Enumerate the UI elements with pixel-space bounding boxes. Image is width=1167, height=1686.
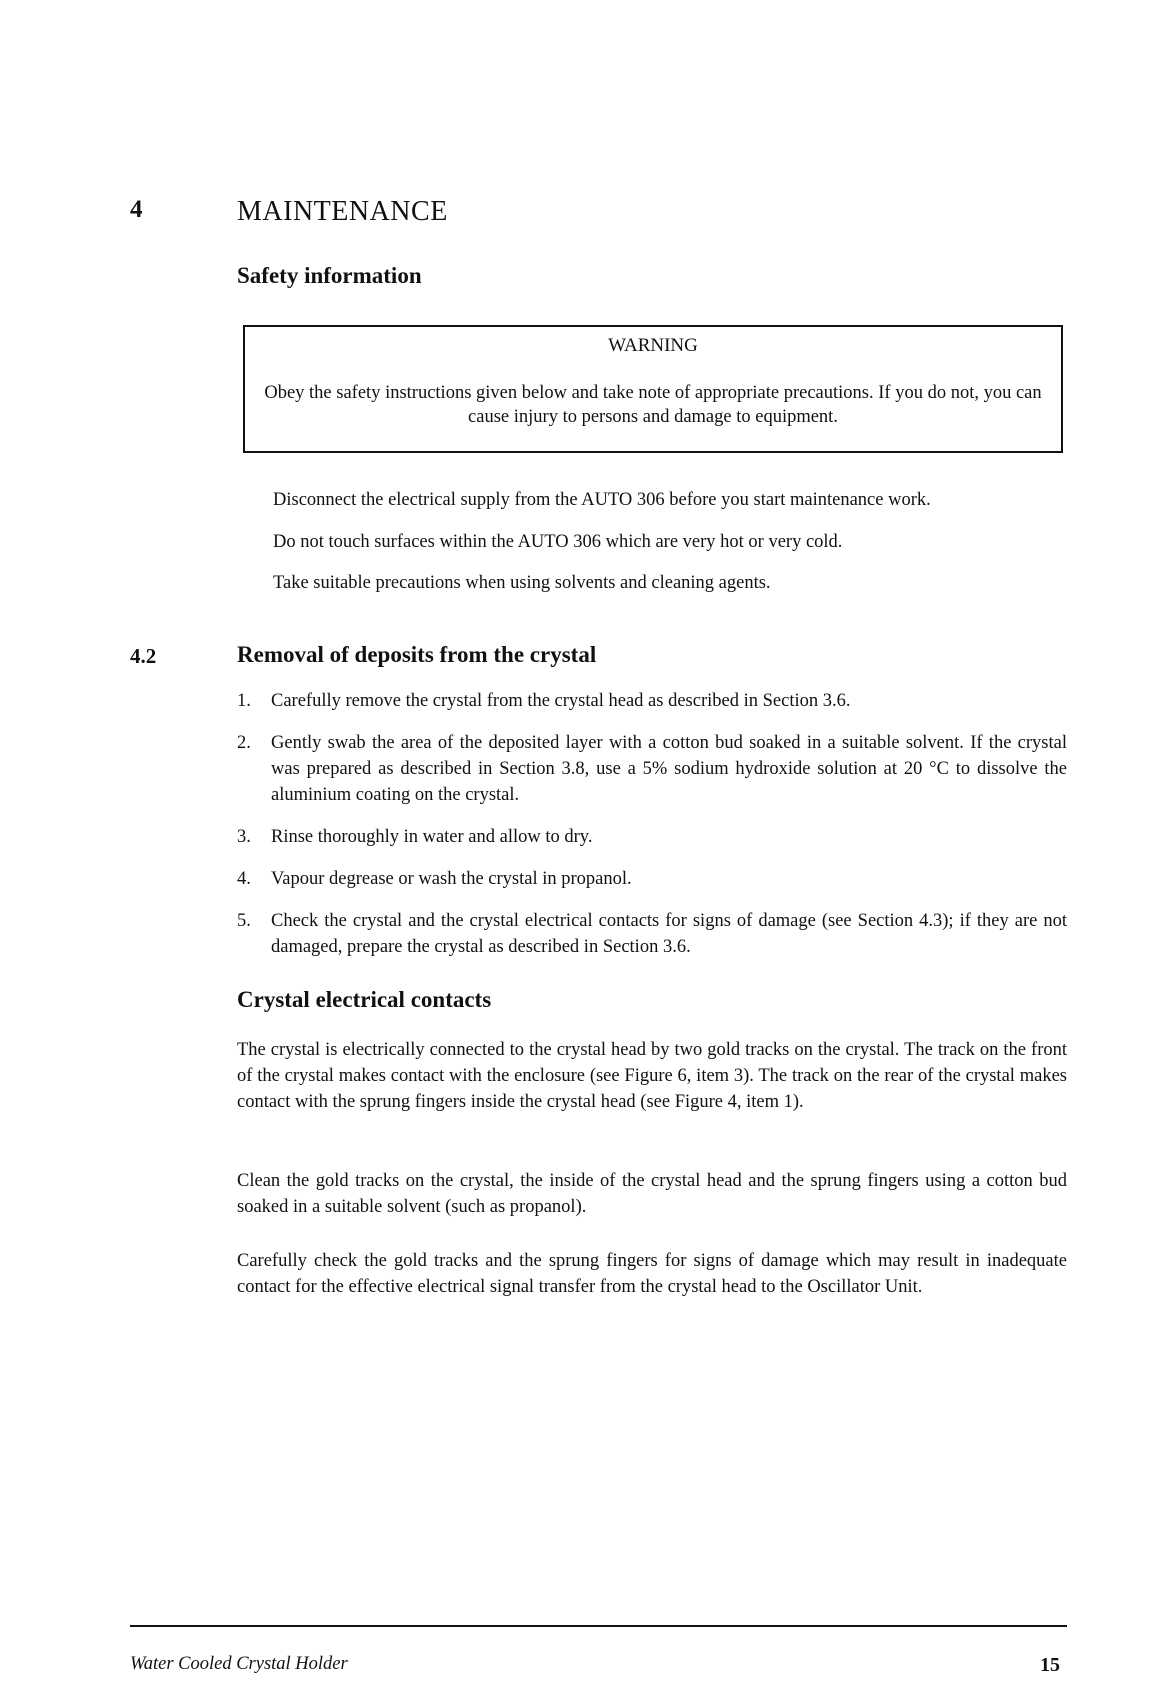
contacts-heading: Crystal electrical contacts <box>237 987 492 1012</box>
step-text: Check the crystal and the crystal electrical contacts for signs of damage (see Section 4.3); if they are not damaged, prepare the crystal as described in Section 3.6. <box>271 911 1067 957</box>
footer-rule <box>130 1625 1067 1627</box>
step-text: Rinse thoroughly in water and allow to dry. <box>271 827 593 847</box>
step-number: 1. <box>237 691 251 711</box>
section-number: 4.2 <box>130 644 157 668</box>
safety-instruction: Disconnect the electrical supply from the AUTO 306 before you start maintenance work. <box>273 490 931 510</box>
chapter-title: MAINTENANCE <box>237 196 448 227</box>
safety-heading: Safety information <box>237 263 422 288</box>
warning-box <box>243 325 1063 453</box>
removal-heading: Removal of deposits from the crystal <box>237 642 597 667</box>
safety-instruction: Take suitable precautions when using solvents and cleaning agents. <box>273 573 771 593</box>
step-number: 4. <box>237 869 251 889</box>
contacts-paragraph: Carefully check the gold tracks and the sprung fingers for signs of damage which may result in inadequate contact for the effective electrical signal transfer from the crystal head to the Oscillator Unit. <box>237 1251 1067 1297</box>
step-text: Carefully remove the crystal from the crystal head as described in Section 3.6. <box>271 691 851 711</box>
step-text: Gently swab the area of the deposited layer with a cotton bud soaked in a suitable solvent. If the crystal was prepared as described in Section 3.8, use a 5% sodium hydroxide solution at 20 °C to dissolve the aluminium coating on the crystal. <box>271 733 1067 805</box>
footer-title: Water Cooled Crystal Holder <box>130 1654 348 1674</box>
safety-instruction: Do not touch surfaces within the AUTO 306 which are very hot or very cold. <box>273 532 843 552</box>
page-number: 15 <box>1040 1654 1060 1676</box>
contacts-paragraph: Clean the gold tracks on the crystal, the inside of the crystal head and the sprung fingers using a cotton bud soaked in a suitable solvent (such as propanol). <box>237 1171 1067 1217</box>
step-number: 5. <box>237 911 251 931</box>
step-number: 3. <box>237 827 251 847</box>
chapter-number: 4 <box>130 196 143 223</box>
step-number: 2. <box>237 733 251 753</box>
step-text: Vapour degrease or wash the crystal in propanol. <box>271 869 632 889</box>
warning-text: Obey the safety instructions given below and take note of appropriate precautions. If you do not, you can cause injury to persons and damage to equipment. <box>264 383 1042 427</box>
contacts-paragraph: The crystal is electrically connected to the crystal head by two gold tracks on the crystal. The track on the front of the crystal makes contact with the enclosure (see Figure 6, item 3). The track on the rear of the crystal makes contact with the sprung fingers inside the crystal head (see Figure 4, item 1). <box>237 1040 1067 1112</box>
warning-title: WARNING <box>608 335 698 356</box>
